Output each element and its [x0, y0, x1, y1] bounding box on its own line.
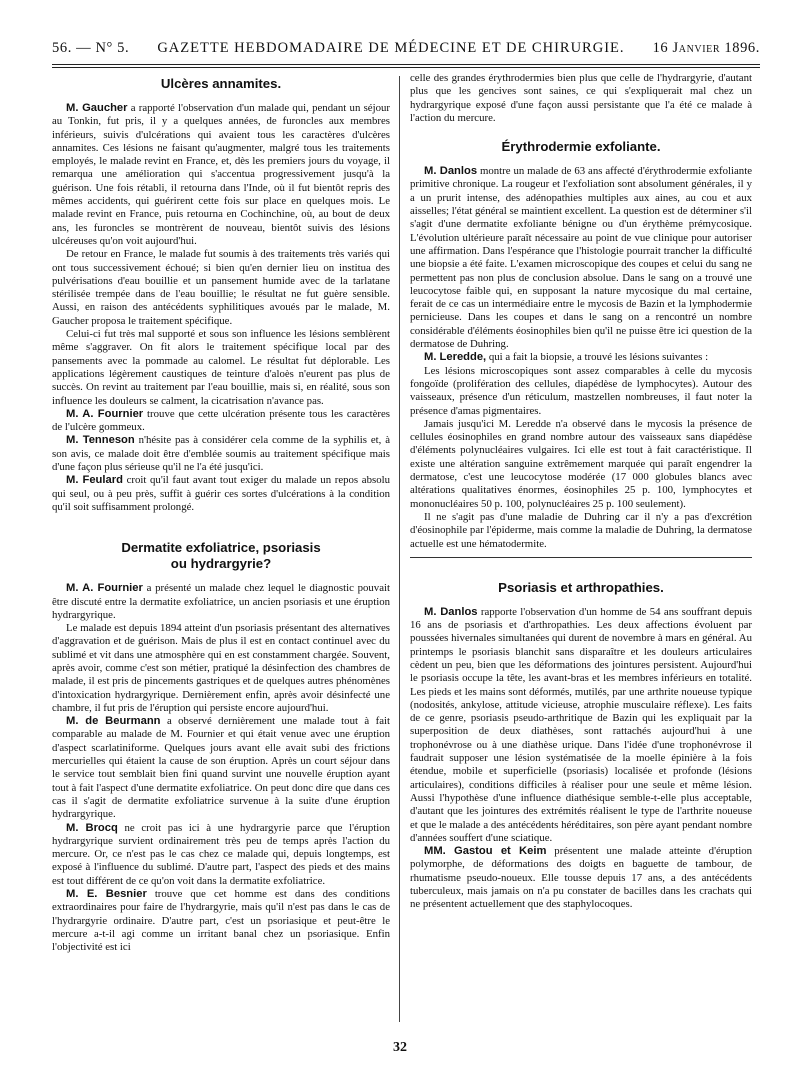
paragraph-text: présentent une malade atteinte d'éruption polymorphe, de déformations des doigts en baguette de tambour, de rhumatisme pseudo-noueux. Elle tousse depuis 17 ans, a des antécédents tuberculeux, mais jamais on n'a pu constater de bacilles dans les crachats qui ne présentent actuellement que des staphylocoques.: [410, 845, 752, 911]
left-column: [52, 72, 390, 1027]
paragraph-text: croit qu'il faut avant tout exiger du malade un repos absolu qui seul, ou à peu près, suffit à guérir ces sortes d'ulcérations à la condition qu'il soit suffisamment prolongé.: [52, 474, 390, 513]
paragraph: [410, 165, 752, 351]
section-title-psoriasis: Psoriasis et arthropathies.: [498, 579, 664, 595]
running-header: [52, 40, 760, 60]
paragraph: [52, 582, 390, 622]
section-title-dermatite: [52, 540, 390, 572]
spacer: [410, 125, 752, 135]
paragraph-text: a rapporté l'observation d'un malade qui, pendant un séjour au Tonkin, fut pris, il y a quelques années, de furoncles aux membres inférieurs, suivis d'ulcérations qui avaient tous les caractères d'ulcères annamites. Ces lésions ne faisant qu'augmenter, malgré tous les traitements employés, le malade revint en France, et, dès les premiers jours du voyage, il remarqua une amélioration qui s'accentua progressivement jusqu'à la guérison. Une fois rétabli, il retourna dans l'Inde, où il fut bientôt repris des mêmes accidents, qui guérirent cette fois sur place en quelques mois. Le malade revint en France, puis retourna en Cochinchine, où, au bout de deux ans, les furoncles se montrèrent de nouveau, bientôt suivis des lésions ulcéreuses qu'on voit aujourd'hui.: [52, 102, 390, 247]
speaker-name: M. A. Fournier: [66, 407, 144, 420]
speaker-name: M. Danlos: [424, 605, 478, 618]
paragraph: Il ne s'agit pas d'une maladie de Duhring car il n'y a pas d'excrétion d'éosinophile par l'épiderme, mais comme la maladie de Duhring, la dermatose actuelle est une hématodermite.: [410, 510, 752, 550]
paragraph-text: montre un malade de 63 ans affecté d'érythrodermie exfoliante primitive chronique. La rougeur et l'exfoliation sont absolument générales, il y a un prurit intense, des adénopathies multiples aux aines, au cou et aux aisselles; l'état général se maintient excellent. La question est de déterminer s'il s'agit d'une dermatite exfoliante bénigne ou d'un érythème prémycosique. L'évolution ultérieure paraît nécessaire au point de vue clinique pour autoriser une affirmation. Dans l'espérance que l'histologie pourrait trancher la difficulté une biopsie a été faite. L'examen microscopique des coupes et celui du sang ne permettent pas non plus de conclusion absolue. Dans le sang on a trouvé une leucocytose faible qui, en supposant la nature mycosique du mal certaine, ferait de ce cas un intermédiaire entre le mycosis de Bazin et la lymphodermie pernicieuse. Dans les coupes et dans le sang on a rencontré un nombre considérable d'éléments éosinophiles bien qu'il ne puisse être ici question de la dermatose de Duhring.: [410, 165, 752, 351]
journal-title: GAZETTE HEBDOMADAIRE DE MÉDECINE ET DE CHIRURGIE.: [157, 40, 625, 56]
paragraph: [52, 822, 390, 888]
speaker-name: M. de Beurmann: [66, 715, 161, 728]
speaker-name: MM. Gastou et Keim: [424, 845, 547, 858]
speaker-name: M. Leredde,: [424, 351, 487, 364]
paragraph: [410, 845, 752, 911]
paragraph: [52, 102, 390, 248]
right-column: [410, 72, 752, 1027]
paragraph: Celui-ci fut très mal supporté et sous son influence les lésions semblèrent même s'aggraver. On fit alors le traitement spécifique local par des pansements avec la pommade au calomel. Le résultat fut déplorable. Les applications légèrement caustiques de teinture d'aloès n'eurent pas plus de succès. On revint au traitement par l'eau bouillie, mais si, en réalité, sous son influence les douleurs se calment, la cicatrisation n'avance pas.: [52, 328, 390, 407]
paragraph-text: trouve que cet homme est dans des conditions extraordinaires pour faire de l'hydrargyrie, mais qu'il n'est pas dans le cas de l'hydrargyrie ordinaire. D'autre part, c'est un psoriasique et peut-être le mercure a-t-il agi comme un irritant banal chez un psoriasique. Enfin l'objectivité est ici: [52, 888, 390, 954]
speaker-name: M. Gaucher: [66, 102, 128, 114]
section-title-line: ou hydrargyrie?: [170, 556, 272, 572]
header-rule-top: [52, 64, 760, 65]
paragraph-text: qui a fait la biopsie, a trouvé les lésions suivantes :: [488, 351, 709, 364]
section-title-line: Dermatite exfoliatrice, psoriasis: [121, 540, 321, 556]
spacer: [410, 566, 752, 576]
speaker-name: M. Tenneson: [66, 434, 135, 447]
paragraph-text: ne croit pas ici à une hydrargyrie parce que l'éruption hydrargyrique survient ordinairement très peu de temps après l'action du mercure. Or, ce n'est pas le cas chez ce malade qui, depuis longtemps, est exposé à l'influence du sublimé. D'autre part, l'aspect des pieds et des mains est tout différent de ce qu'on voit dans la dermatite exfoliatrice.: [52, 821, 390, 887]
section-title-erythrodermie: Érythrodermie exfoliante.: [501, 139, 661, 155]
paragraph-text: rapporte l'observation d'un homme de 54 ans souffrant depuis 16 ans de psoriasis et d'arthropathies. Les deux affections évoluent par poussées hivernales simultanées qui durent de novembre à mars en général. Au printemps le psoriasis blanchit sans disparaître et les douleurs articulaires cèdent un peu, bien que les déformations des jointures persistent. Aujourd'hui le psoriasis occupe la tête, les avant-bras et les membres inférieurs en totalité. Les pieds et les mains sont déformés, mutilés, par une arthrite noueuse typique (nodosités, ankylose, attitude vicieuse, atrophie musculaire réflexe). Les faits de ce genre, psoriasis pseudo-arthritique de Bazin qui les expliquait par la superposition de deux diathèses, sont rattachés aujourd'hui à une trophonévrose ou à une diathèse urique. Dans l'idée d'une trophonévrose il faudrait supposer une lésion systématisée de la moelle épinière à la fois étendue, mobile et superficielle (psoriasis) localisée et profonde (lésions articulaires), conditions difficiles à réaliser pour une seule et même lésion. Aussi l'hypothèse d'une influence diathésique semble-t-elle plus acceptable, d'autant que les jointures des extrémités réalisent le type de l'arthrite noueuse et que le malade a des antécédents héréditaires, son père ayant pendant nombre d'années souffert d'une sciatique.: [410, 605, 752, 844]
speaker-name: M. E. Besnier: [66, 888, 147, 901]
paragraph: Jamais jusqu'ici M. Leredde n'a observé dans le mycosis la présence de cellules éosinophiles en grand nombre autour des vaisseaux sans diapédèse d'éléments polynucléaires vulgaires. Ici elle est tout à fait caractéristique. Il existe une altération sanguine extrêmement marquée qui paraît engendrer la dermatose, c'est une leucocytose modérée (17 000 globules blancs avec altérations qualitatives énormes, éosinophiles 25 p. 100, lymphocytes et mononucléaires 50 p. 100, polynucléaires 25 p. 100 seulement).: [410, 417, 752, 510]
paragraph: [52, 474, 390, 514]
paragraph-text: a observé dernièrement une malade tout à fait comparable au malade de M. Fournier et qui était venue avec une éruption d'aspect scarlatiniforme. Quelques jours avant elle avait subi des frictions mercurielles qui étaient la cause de son éruption. Après un court séjour dans le service tout semblait bien fini quand survint une nouvelle éruption ayant tout à fait l'aspect d'une dermatite exfoliatrice. On peut donc dire que dans ces cas il s'agit de dermatite exfoliatrice survenue à la suite d'une éruption hydrargyrique.: [52, 715, 390, 821]
column-divider: [399, 76, 400, 1022]
section-title-ulceres: Ulcères annamites.: [160, 76, 282, 91]
paragraph-continued: celle des grandes érythrodermies bien plus que celle de l'hydrargyrie, d'autant plus que les gencives sont saines, ce qui s'expliquerait mal chez un hydrargyrique exposé d'une façon aussi persistante que l'a été ce malade à l'action du mercure.: [410, 72, 752, 124]
issue-date-day: 16: [652, 40, 669, 56]
page-number: 32: [393, 1040, 407, 1055]
paragraph: Le malade est depuis 1894 atteint d'un psoriasis présentant des alternatives d'aggravation et de guérison. Mais de plus il est en contact continuel avec du sublimé et vit dans une atmosphère qui en est constamment chargée. Souvent, après avoir, comme c'est son métier, pratiqué la désinfection des chambres de malade, il est pris de pincements gastriques et de quelques autres phénomènes d'intoxication hydrargyrique. Dernièrement enfin, après avoir désinfecté une chambre, il fut pris de l'éruption qui persiste encore aujourd'hui.: [52, 622, 390, 714]
paragraph: [52, 888, 390, 954]
speaker-name: M. Brocq: [66, 821, 118, 834]
spacer: [52, 514, 390, 536]
paragraph: [52, 408, 390, 435]
issue-date-year: 1896.: [724, 40, 760, 56]
section-separator: [410, 557, 752, 558]
issue-date: [653, 40, 760, 57]
paragraph: [410, 351, 752, 364]
speaker-name: M. Danlos: [424, 165, 478, 178]
speaker-name: M. A. Fournier: [66, 582, 143, 595]
issue-number: 56. — N° 5.: [52, 40, 130, 56]
paragraph: Les lésions microscopiques sont assez comparables à celle du mycosis fongoïde (prolifération des cellules, diapédèse de lymphocytes). Autour des vaisseaux, présence d'un réticulum, mastzellen nombreuses, il faut noter la présence d'amas pigmentaires.: [410, 364, 752, 417]
header-rule-bottom: [52, 67, 760, 68]
paragraph-text: trouve que cette ulcération présente tous les caractères de l'ulcère gommeux.: [52, 407, 390, 434]
paragraph-text: n'hésite pas à considérer cela comme de la syphilis et, à son avis, ce malade doit être d'emblée soumis au traitement spécifique mais d'une façon plus sérieuse qu'il ne l'a été jusqu'ici.: [52, 434, 390, 474]
issue-date-month: Janvier: [672, 40, 721, 56]
paragraph: [52, 715, 390, 821]
paragraph-text: a présenté un malade chez lequel le diagnostic pouvait être discuté entre la dermatite exfoliatrice, un ancien psoriasis et une éruption hydrargyrique.: [52, 582, 390, 621]
paragraph: De retour en France, le malade fut soumis à des traitements très variés qui ont tous successivement échoué; si bien qu'en dernier lieu on institua des pulvérisations d'eau bouillie et un pansement humide avec de la tarlatane stérilisée trempée dans de l'eau bouillie; le résultat ne fut guère sensible. Aussi, en raison des antécédents syphilitiques avoués par le malade, M. Gaucher proposa le traitement spécifique.: [52, 248, 390, 327]
paragraph: [52, 434, 390, 474]
speaker-name: M. Feulard: [66, 474, 123, 487]
paragraph: [410, 606, 752, 845]
